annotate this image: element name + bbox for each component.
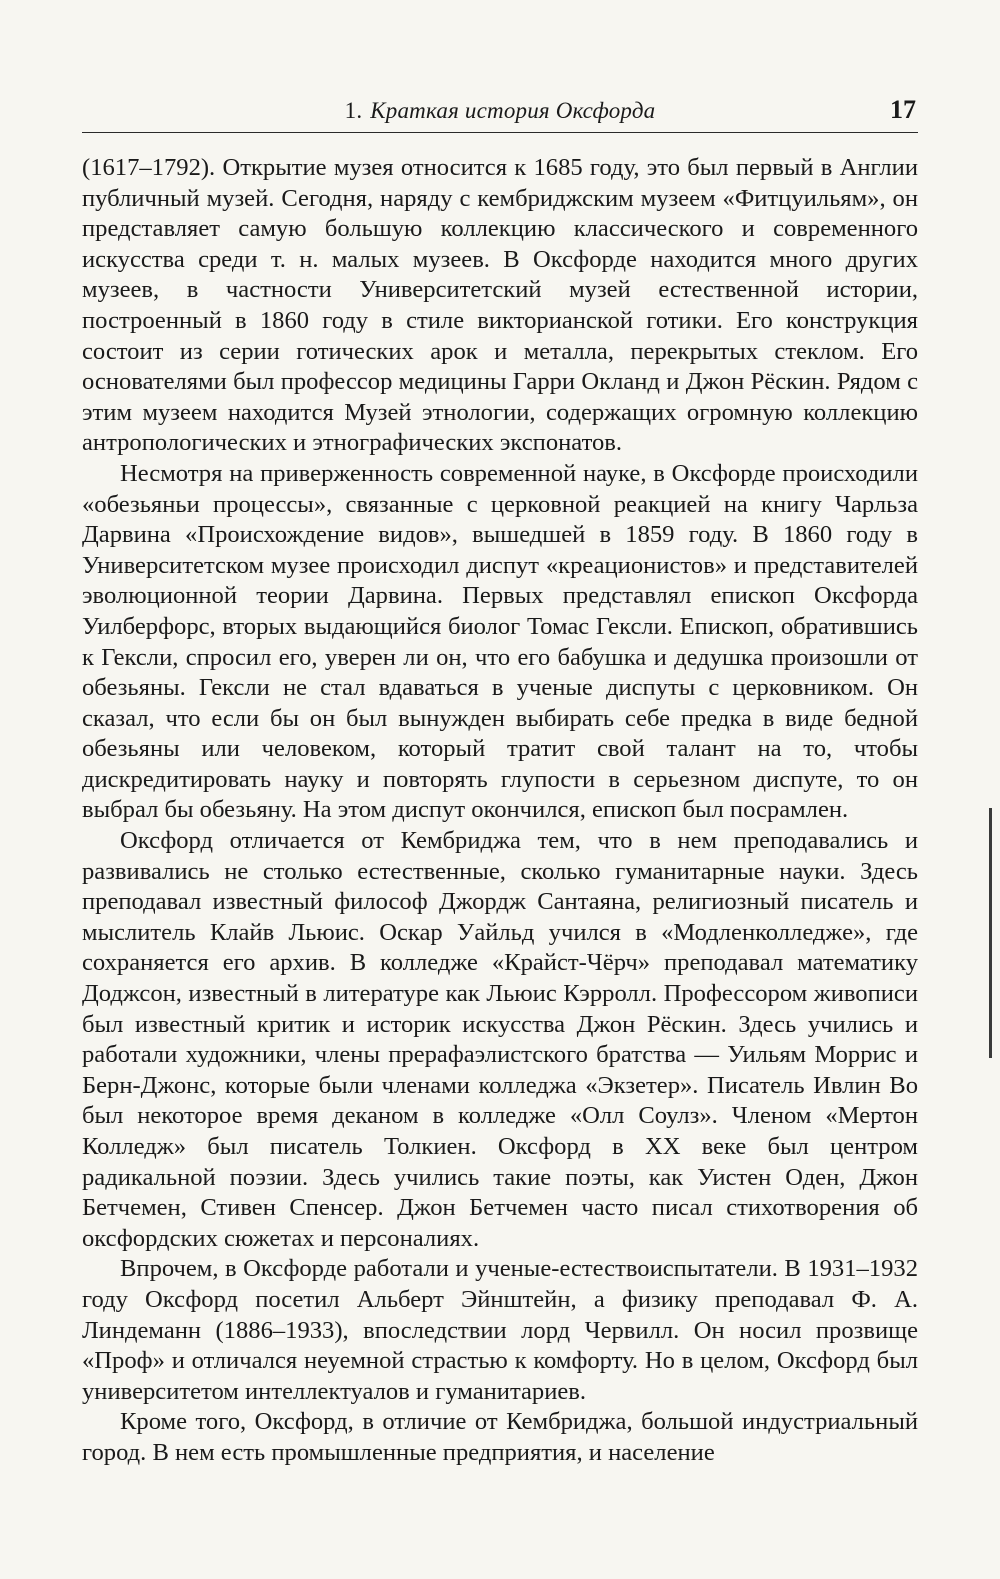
paragraph-5: Кроме того, Оксфорд, в отличие от Кембриджа, большой индустриальный город. В нем есть промышленные предприятия, и население xyxy=(82,1408,918,1466)
chapter-number: 1. xyxy=(344,98,363,123)
paragraph-4: Впрочем, в Оксфорде работали и ученые-естествоиспытатели. В 1931–1932 году Оксфорд посетил Альберт Эйнштейн, а физику преподавал Ф. А. Линдеманн (1886–1933), впоследствии лорд Червилл. Он носил прозвище «Проф» и отличался неуемной страстью к комфорту. Но в целом, Оксфорд был университетом интеллектуалов и гуманитариев. xyxy=(82,1255,918,1405)
scan-edge-mark xyxy=(989,808,992,1058)
page-number: 17 xyxy=(890,95,916,124)
paragraph-1: (1617–1792). Открытие музея относится к 1685 году, это был первый в Англии публичный музей. Сегодня, наряду с кембриджским музеем «Фитцуильям», он представляет самую большую коллекцию классического и современного искусства среди т. н. малых музеев. В Оксфорде находится много других музеев, в частности Университетский музей естественной истории, построенный в 1860 году в стиле викторианской готики. Его конструкция состоит из серии готических арок и металла, перекрытых стеклом. Его основателями был профессор медицины Гарри Окланд и Джон Рёскин. Рядом с этим музеем находится Музей этнологии, содержащих огромную коллекцию антропологических и этнографических экспонатов. xyxy=(82,154,918,457)
running-head xyxy=(82,96,918,133)
chapter-title: Краткая история Оксфорда xyxy=(370,98,656,123)
paragraph-2: Несмотря на приверженность современной науке, в Оксфорде происходили «обезьяньи процессы», связанные с церковной реакцией на книгу Чарльза Дарвина «Происхождение видов», вышедшей в 1859 году. В 1860 году в Университетском музее происходил диспут «креационистов» и представителей эволюционной теории Дарвина. Первых представлял епископ Оксфорда Уилберфорс, вторых выдающийся биолог Томас Гексли. Епископ, обратившись к Гексли, спросил его, уверен ли он, что его бабушка и дедушка произошли от обезьяны. Гексли не стал вдаваться в ученые диспуты с церковником. Он сказал, что если бы он был вынужден выбирать себе предка в виде бедной обезьяны или человеком, который тратит свой талант на то, чтобы дискредитировать науку и повторять глупости в серьезном диспуте, то он выбрал бы обезьяну. На этом диспут окончился, епископ был посрамлен. xyxy=(82,459,918,824)
running-head-title xyxy=(82,98,918,124)
body-text xyxy=(82,153,918,1469)
paragraph-3: Оксфорд отличается от Кембриджа тем, что в нем преподавались и развивались не столько естественные, сколько гуманитарные науки. Здесь преподавал известный философ Джордж Сантаяна, религиозный писатель и мыслитель Клайв Льюис. Оскар Уайльд учился в «Модленколледже», где сохраняется его архив. В колледже «Крайст-Чёрч» преподавал математику Доджсон, известный в литературе как Льюис Кэрролл. Профессором живописи был известный критик и историк искусства Джон Рёскин. Здесь учились и работали художники, члены прерафаэлистского братства — Уильям Моррис и Берн-Джонс, которые были членами колледжа «Экзетер». Писатель Ивлин Во был некоторое время деканом в колледже «Олл Соулз». Членом «Мертон Колледж» был писатель Толкиен. Оксфорд в XX веке был центром радикальной поэзии. Здесь учились такие поэты, как Уистен Оден, Джон Бетчемен, Стивен Спенсер. Джон Бетчемен часто писал стихотворения об оксфордских сюжетах и персоналиях. xyxy=(82,827,918,1252)
